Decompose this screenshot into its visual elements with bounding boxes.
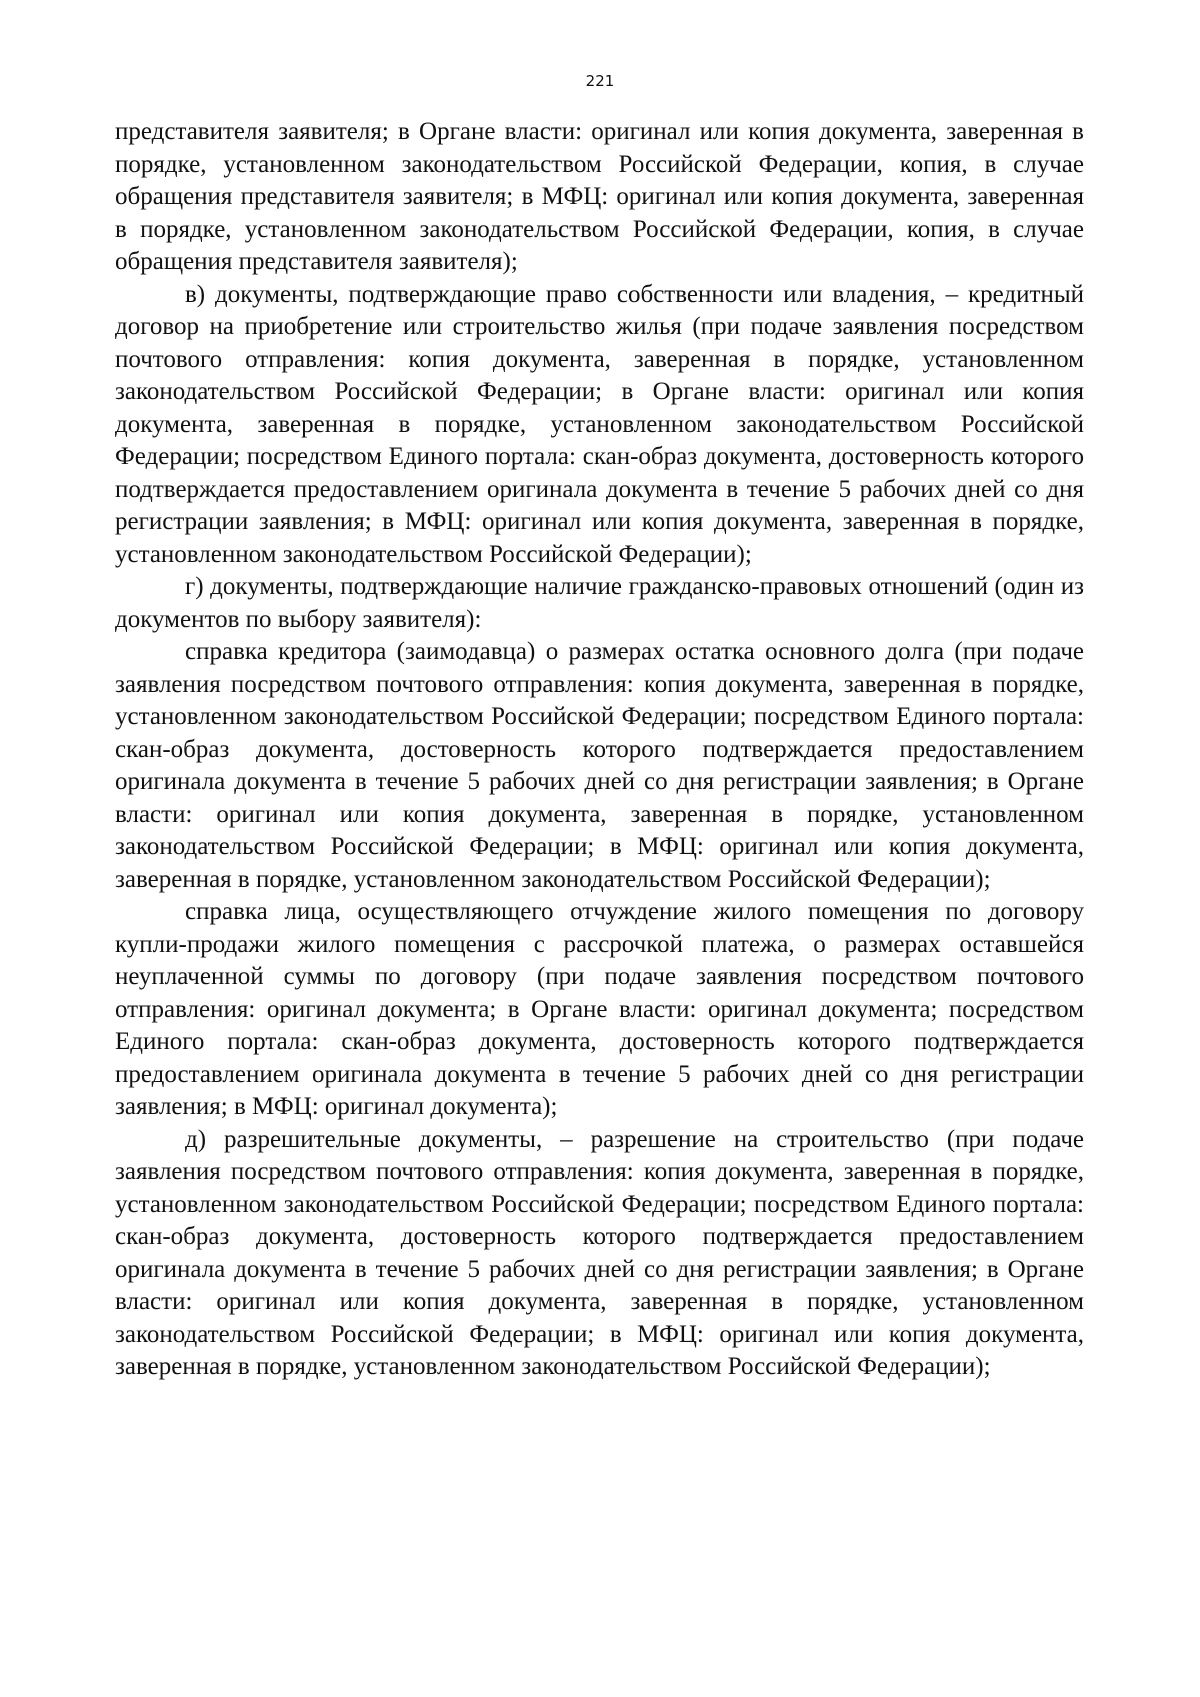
paragraph-ownership-documents: в) документы, подтверждающие право собственности или владения, – кредитный договор на приобретение или строительство жилья (при подаче заявления посредством почтового отправления: копия документа, заверенная в порядке, установленном законодательством Российской Федерации; в Органе власти: оригинал или копия документа, заверенная в порядке, установленном законодательством Российской Федерации; посредством Единого портала: скан-образ документа, достоверность которого подтверждается предоставлением оригинала документа в течение 5 рабочих дней со дня регистрации заявления; в МФЦ: оригинал или копия документа, заверенная в порядке, установленном законодательством Российской Федерации);: [115, 280, 1084, 568]
paragraph-continuation: представителя заявителя; в Органе власти: оригинал или копия документа, заверенная в порядке, установленном законодательством Российской Федерации, копия, в случае обращения представителя заявителя; в МФЦ: оригинал или копия документа, заверенная в порядке, установленном законодательством Российской Федерации, копия, в случае обращения представителя заявителя);: [115, 118, 1084, 275]
paragraph-permit-documents: д) разрешительные документы, – разрешение на строительство (при подаче заявления посредством почтового отправления: копия документа, заверенная в порядке, установленном законодательством Российской Федерации; посредством Единого портала: скан-образ документа, достоверность которого подтверждается предоставлением оригинала документа в течение 5 рабочих дней со дня регистрации заявления; в Органе власти: оригинал или копия документа, заверенная в порядке, установленном законодательством Российской Федерации; в МФЦ: оригинал или копия документа, заверенная в порядке, установленном законодательством Российской Федерации);: [115, 1125, 1084, 1380]
paragraph-civil-relations-documents: г) документы, подтверждающие наличие гражданско-правовых отношений (один из документов по выбору заявителя):: [115, 573, 1084, 633]
paragraph-seller-certificate: справка лица, осуществляющего отчуждение жилого помещения по договору купли-продажи жилого помещения с рассрочкой платежа, о размерах оставшейся неуплаченной суммы по договору (при подаче заявления посредством почтового отправления: оригинал документа; в Органе власти: оригинал документа; посредством Единого портала: скан-образ документа, достоверность которого подтверждается предоставлением оригинала документа в течение 5 рабочих дней со дня регистрации заявления; в МФЦ: оригинал документа);: [115, 898, 1084, 1120]
page-number: 221: [585, 72, 615, 90]
paragraph-creditor-certificate: справка кредитора (заимодавца) о размерах остатка основного долга (при подаче заявления посредством почтового отправления: копия документа, заверенная в порядке, установленном законодательством Российской Федерации; посредством Единого портала: скан-образ документа, достоверность которого подтверждается предоставлением оригинала документа в течение 5 рабочих дней со дня регистрации заявления; в Органе власти: оригинал или копия документа, заверенная в порядке, установленном законодательством Российской Федерации; в МФЦ: оригинал или копия документа, заверенная в порядке, установленном законодательством Российской Федерации);: [115, 638, 1084, 893]
document-body: [115, 116, 1084, 1384]
